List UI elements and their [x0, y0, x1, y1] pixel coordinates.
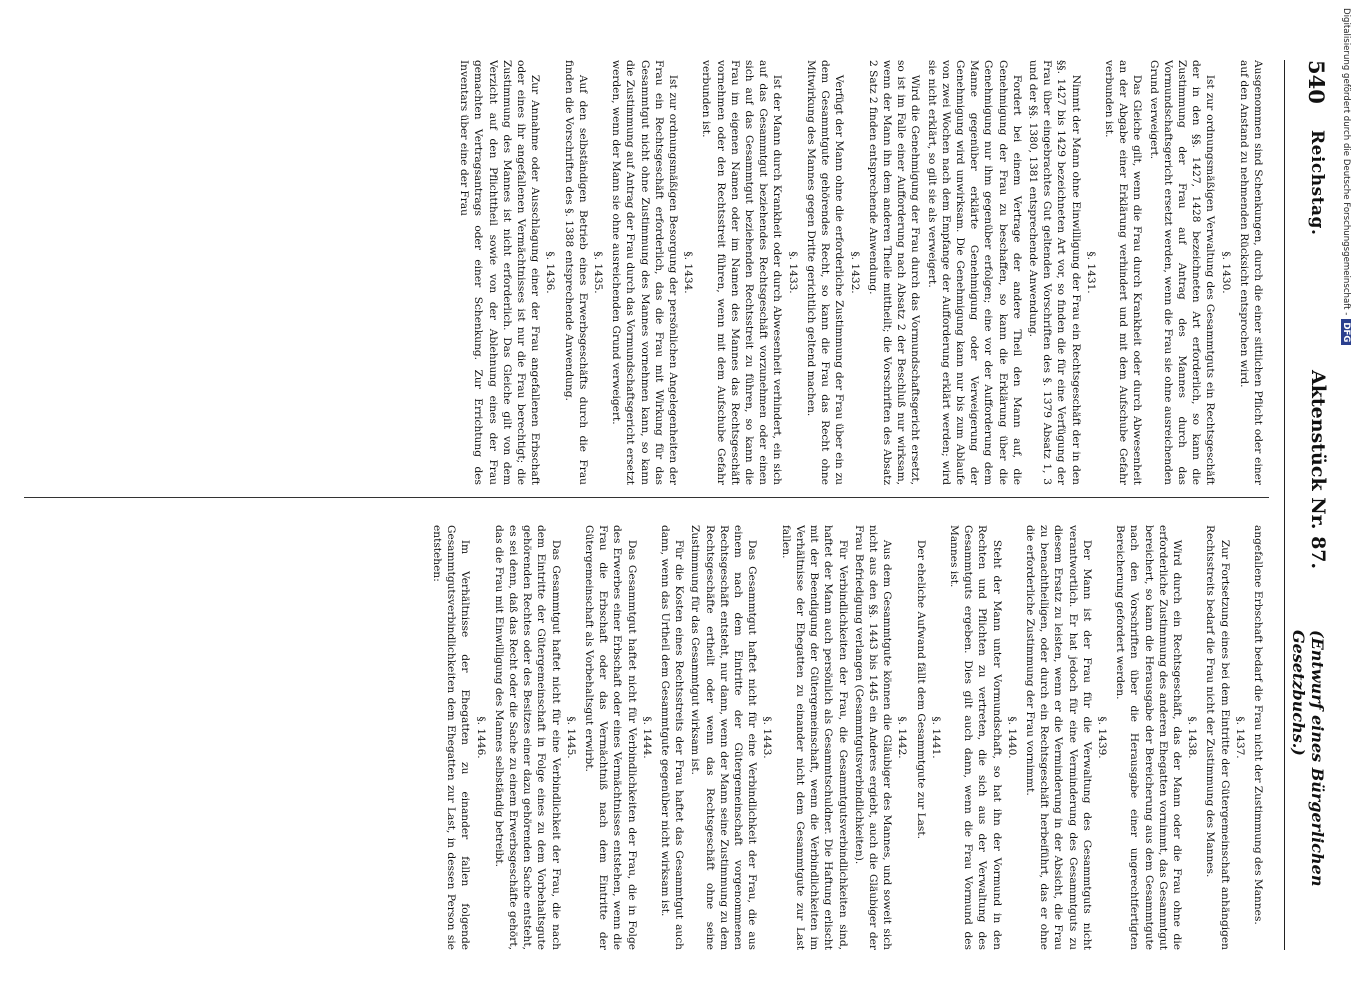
digitization-text: Digitalisierung gefördert durch die Deutsche Forschungsgemeinschaft -: [1341, 8, 1351, 316]
paragraph: Steht der Mann unter Vormundschaft, so hat ihn der Vormund in den Rechten und Pflichten zu vertreten, die sich aus der Verwaltung des Gesammtguts ergeben. Dies gilt auch dann, wenn die Frau Vormund des Mannes ist.: [947, 525, 1003, 950]
section-heading: §. 1435.: [592, 251, 605, 294]
section-heading: §. 1445.: [564, 716, 577, 759]
paragraph: Auf den selbständigen Betrieb eines Erwerbsgeschäfts durch die Frau finden die Vorschriften des §. 1388 entsprechende Anwendung.: [562, 60, 589, 485]
section-heading: §. 1431.: [1084, 251, 1097, 294]
paragraph: Nimmt der Mann ohne Einwilligung der Frau ein Rechtsgeschäft der in den §§. 1427 bis 1429 bezeichneten Art vor, so finden die für eine Verfügung der Frau über eingebrachtes Gut geltenden Vorschriften des §. 1379 Absatz 1, 3 und der §§. 1380, 1381 entsprechende Anwendung.: [1026, 60, 1082, 485]
section-heading: §. 1438.: [1186, 716, 1199, 759]
section-heading: §. 1443.: [761, 716, 774, 759]
section-heading: §. 1430.: [1219, 251, 1232, 294]
header-title: Aktenstück Nr. 87.: [1307, 370, 1329, 570]
paragraph: Zur Annahme oder Ausschlagung einer der Frau angefallenen Erbschaft oder eines ihr angefallenen Vermächtnisses ist nur die Frau berechtigt; die Zustimmung des Mannes ist nicht erforderlich. Das Gleiche gilt von dem Verzicht auf den Pflichttheil sowie von der Ablehnung eines der Frau gemachten Vertragsantrags oder einer Schenkung. Zur Errichtung des Inventars über eine der Frau: [458, 60, 542, 485]
paragraph: Zur Fortsetzung eines bei dem Eintritte der Gütergemeinschaft anhängigen Rechtsstreits bedarf die Frau nicht der Zustimmung des Mannes.: [1204, 525, 1231, 950]
paragraph: Wird durch ein Rechtsgeschäft, das der Mann oder die Frau ohne die erforderliche Zustimmung des anderen Ehegatten vornimmt, das Gesammtgut bereichert, so kann die Herausgabe der Bereicherung aus dem Gesammtgute nach den Vorschriften über die Herausgabe einer ungerechtfertigten Bereicherung gefordert werden.: [1114, 525, 1183, 950]
paragraph: Fordert bei einem Vertrage der andere Theil den Mann auf, die Genehmigung der Frau zu beschaffen, so kann die Erklärung über die Genehmigung nur ihm gegenüber erfolgen; eine vor der Aufforderung dem Manne gegenüber erklärte Genehmigung oder Verweigerung der Genehmigung wird unwirksam. Die Genehmigung kann nur bis zum Ablaufe von zwei Wochen nach dem Empfange der Aufforderung erklärt werden; wird sie nicht erklärt, so gilt sie als verweigert.: [925, 60, 1023, 485]
section-heading: §. 1432.: [848, 251, 861, 294]
paragraph: Verfügt der Mann ohne die erforderliche Zustimmung der Frau über ein zu dem Gesammtgute gehörendes Recht, so kann die Frau das Recht ohne Mitwirkung des Mannes gegen Dritte gerichtlich geltend machen.: [804, 60, 846, 485]
digitization-note: [1335, 8, 1351, 368]
paragraph: Aus dem Gesammtgute können die Gläubiger des Mannes, und soweit sich nicht aus den §§. 1443 bis 1445 ein Anderes ergiebt, auch die Gläubiger der Frau Befriedigung verlangen (Gesammtgutsverbindlichkeiten).: [852, 525, 894, 950]
paragraph: Ausgenommen sind Schenkungen, durch die einer sittlichen Pflicht oder einer auf den Anstand zu nehmenden Rücksicht entsprochen wird.: [1237, 60, 1264, 485]
section-heading: §. 1441.: [929, 716, 942, 759]
section-heading: §. 1433.: [786, 251, 799, 294]
paragraph: Wird die Genehmigung der Frau durch das Vormundschaftsgericht ersetzt, so ist im Falle einer Aufforderung nach Absatz 2 der Beschluß nur wirksam, wenn der Mann ihn dem anderen Theile mittheilt; die Vorschriften des Absatz 2 Satz 2 finden entsprechende Anwendung.: [866, 60, 922, 485]
section-heading: §. 1446.: [474, 716, 487, 759]
paragraph: Das Gesammtgut haftet nicht für eine Verbindlichkeit der Frau, die nach dem Eintritte der Gütergemeinschaft in Folge eines zu dem Vorbehaltsgute gehörenden Rechtes oder des Besitzes einer dazu gehörenden Sache entsteht, es sei denn, daß das Recht oder die Sache zu einem Erwerbsgeschäfte gehört, das die Frau mit Einwilligung des Mannes selbständig betreibt.: [492, 525, 562, 950]
column-divider: [24, 497, 1269, 498]
dfg-logo: DFG: [1341, 319, 1351, 345]
section-heading: §. 1442.: [896, 716, 909, 759]
section-heading: §. 1434.: [682, 251, 695, 294]
paragraph: Das Gleiche gilt, wenn die Frau durch Krankheit oder durch Abwesenheit an der Abgabe einer Erklärung verhindert und mit dem Aufschube Gefahr verbunden ist.: [1102, 60, 1144, 485]
paragraph: Ist zur ordnungsmäßigen Verwaltung des Gesammtguts ein Rechtsgeschäft der in den §§. 1427, 1428 bezeichneten Art erforderlich, so kann die Zustimmung der Frau auf Antrag des Mannes durch das Vormundschaftsgericht ersetzt werden, wenn die Frau sie ohne ausreichenden Grund verweigert.: [1147, 60, 1217, 485]
section-heading: §. 1440.: [1005, 716, 1018, 759]
section-heading: §. 1437.: [1233, 716, 1246, 759]
paragraph: Im Verhältnisse der Ehegatten zu einander fallen folgende Gesammtgutsverbindlichkeiten dem Ehegatten zur Last, in dessen Person sie entstehen:: [431, 525, 472, 950]
paragraph: angefallene Erbschaft bedarf die Frau nicht der Zustimmung des Mannes.: [1252, 525, 1264, 925]
paragraph: Ist der Mann durch Krankheit oder durch Abwesenheit verhindert, ein sich auf das Gesammtgut beziehendes Rechtsgeschäft vorzunehmen oder einen sich auf das Gesammtgut beziehenden Rechtsstreit zu führen, so kann die Frau im eigenen Namen oder im Namen des Mannes das Rechtsgeschäft vornehmen oder den Rechtsstreit führen, wenn mit dem Aufschube Gefahr verbunden ist.: [700, 60, 784, 485]
page-number: 540: [1304, 60, 1329, 104]
header-right: (Entwurf eines Bürgerlichen Gesetzbuchs.): [1289, 630, 1327, 887]
section-heading: §. 1439.: [1095, 716, 1108, 759]
left-column: [25, 60, 1265, 485]
section-heading: §. 1444.: [640, 716, 653, 759]
paragraph: Das Gesammtgut haftet nicht für Verbindlichkeiten der Frau, die in Folge des Erwerbes einer Erbschaft oder eines Vermächtnisses entstehen, wenn die Frau die Erbschaft oder das Vermächtniß nach dem Eintritte der Gütergemeinschaft als Vorbehaltsgut erwirbt.: [583, 525, 638, 950]
paragraph: Für Verbindlichkeiten der Frau, die Gesammtgutsverbindlichkeiten sind, haftet der Mann auch persönlich als Gesammtschuldner. Die Haftung erlischt mit der Beendigung der Gütergemeinschaft, wenn die Verbindlichkeiten im Verhältnisse der Ehegatten zu einander nicht dem Gesammtgute zur Last fallen.: [779, 525, 849, 950]
paragraph: Ist zur ordnungsmäßigen Besorgung der persönlichen Angelegenheiten der Frau ein Rechtsgeschäft erforderlich, das die Frau mit Wirkung für das Gesammtgut nicht ohne Zustimmung des Mannes vornehmen kann, so kann die Zustimmung auf Antrag der Frau durch das Vormundschaftsgericht ersetzt werden, wenn der Mann sie ohne ausreichenden Grund verweigert.: [610, 60, 680, 485]
right-column: [25, 525, 1265, 950]
section-heading: §. 1436.: [544, 251, 557, 294]
paragraph: Der eheliche Aufwand fällt dem Gesammtgute zur Last.: [914, 539, 927, 839]
header-left: Reichstag.: [1307, 130, 1327, 236]
paragraph: Das Gesammtgut haftet nicht für eine Verbindlichkeit der Frau, die aus einem nach dem Eintritte der Gütergemeinschaft vorgenommenen Rechtsgeschäft entsteht, nur dann, wenn der Mann seine Zustimmung zu dem Rechtsgeschäfte ertheilt oder wenn das Rechtsgeschäft ohne seine Zustimmung für das Gesammtgut wirksam ist.: [689, 525, 759, 950]
paragraph: Für die Kosten eines Rechtsstreits der Frau haftet das Gesammtgut auch dann, wenn das Urtheil dem Gesammtgute gegenüber nicht wirksam ist.: [659, 525, 686, 950]
paragraph: Der Mann ist der Frau für die Verwaltung des Gesammtguts nicht verantwortlich. Er hat jedoch für eine Verminderung des Gesammtguts zu diesem Ersatz zu leisten, wenn er die Verminderung in der Absicht, die Frau zu benachtheiligen, oder durch ein Rechtsgeschäft herbeiführt, das er ohne die erforderliche Zustimmung der Frau vornimmt.: [1023, 525, 1093, 950]
